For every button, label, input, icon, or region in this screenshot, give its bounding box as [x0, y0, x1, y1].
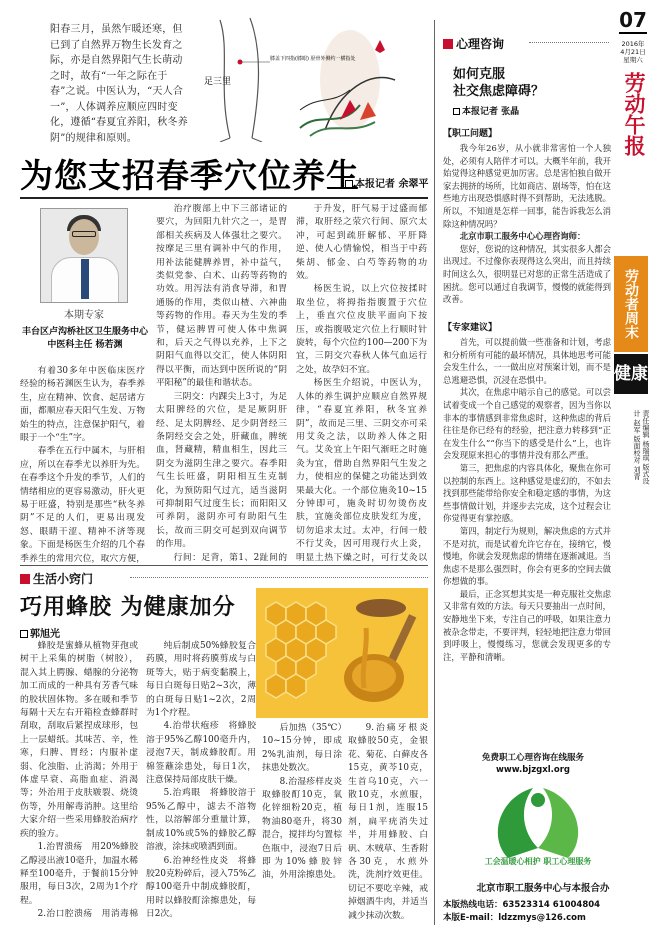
free-service-text: 免费职工心理咨询在线服务 [481, 753, 584, 763]
paragraph: 6.治神经性皮炎 将蜂胶20克粉碎后，浸入75%乙醇100毫升中制成蜂胶酊，用时以蜂胶酊涂擦患处，每日2次。 [146, 855, 256, 920]
tips-column-4 [348, 722, 428, 922]
center-label: 北京市职工服务中心心理咨询师： [459, 231, 586, 242]
psych-section-header [443, 35, 504, 52]
page-number: 07 [619, 8, 647, 32]
issue-date [616, 40, 650, 64]
paragraph: 于升发，肝气易于过盛而郁滞，取肝经之荥穴行间、原穴太冲，可起到疏肝解郁、平肝降逆、使人心情愉悦，相当于中药柴胡、郁金、白芍等药物的功效。 [296, 204, 427, 282]
weekly-badge: 劳动者周末 [614, 256, 648, 352]
byline-square-icon [20, 630, 28, 638]
psych-byline [453, 104, 519, 117]
paragraph: 其次，在焦虑中暗示自己的感觉。可以尝试着变成一个自己感觉的观察者，因为当你以非本的事情感到非常焦虑时，这种焦虑的背后往往是你已经有的经验，把注意力转移到“正在发生什么”“你当下的感受是什么”上，也许会发现原来担心的事情并没有那么严重。 [443, 387, 611, 461]
byline-square-icon [453, 108, 460, 115]
paragraph: 最后，正念冥想其实是一种克服社交焦虑又非常有效的方法。每天只要抽出一点时间，安静地坐下来，专注自己的呼吸，如果注意力被杂念带走，不要评判，轻轻地把注意力带回到呼吸上，慢慢练习，您就会发现更多的专注，平静和清晰。 [443, 588, 611, 662]
tips-section-header [20, 570, 93, 587]
paragraph: 首先，可以提前做一些准备和计划，考虑和分析所有可能的最坏情况，具体地思考可能会发生什么，一一做出应对预案计划，而不是总逃避恐惧，沉浸在恐惧中。 [443, 337, 611, 385]
question-label: 【职工问题】 [443, 129, 498, 139]
doctor-caption: 丰台区卢沟桥社区卫生服务中心 中医科主任 杨若渊 [21, 327, 148, 350]
tips-column-1 [20, 640, 138, 922]
paragraph: 我今年26岁，从小就非常害怕一个人独处，必须有人陪伴才可以。大概半年前，我开始觉得这种感觉更加厉害。总是害怕独自做开家去拥挤的场所，比如商店、剧场等，怕在这些地方出现恐惧感时得不到帮助，无法逃脱。所以，不知道是怎样一回事，能告诉我怎么消除这种情况吗？ [443, 143, 611, 229]
main-byline-text: 本报记者 余翠平 [355, 179, 429, 190]
tips-title: 巧用蜂胶 为健康加分 [20, 595, 236, 620]
paragraph: 三阴交：内踝尖上3寸，为足太阳脾经的穴位，是足厥阴肝经、足太阴脾经、足少阴肾经三条阴经交会之处，肝藏血，脾统血，肾藏精，精血相生，因此三阴交为滋阴生津之要穴。春季阳气生长旺盛，阴阳相互生克制化，为预防阳气过亢，适当滋阴可抑制阳气过度生长；而阳阳又可养阴，滋阴亦可有助阳气生长，故而三阴交可起到双向调节的作用。 [156, 391, 287, 550]
footer-email[interactable]: 本版E-mail：ldzzmys@126.com [443, 913, 586, 923]
health-badge: 健康 [614, 354, 648, 394]
editor-credits: 责任编辑 杨瑞琪 版式设计 赵军 版面校对 刘青 [633, 410, 650, 485]
tips-column-2 [146, 640, 256, 922]
column-divider [434, 20, 435, 925]
paragraph: 杨医生说，以上穴位按揉时取坐位，将拇指指腹置于穴位上，垂直穴位皮肤平面向下按压，或指腹吸定穴位上行顺时针旋转，每个穴位约100—200下为宜，三阴交穴春秋人体气血运行之处，故孕妇不宜。 [296, 284, 427, 375]
red-square-icon [20, 574, 30, 584]
paragraph: 后加热（35℃）10~15分钟，即成2%乳油剂，每日涂抹患处数次。 [262, 723, 342, 774]
acupoint-label: 足三里 [204, 77, 232, 87]
footer [443, 882, 643, 925]
red-square-icon [443, 39, 453, 49]
paragraph: 治疗腹部上中下三部诸证的要穴，为回阳九针穴之一，是胃部相关疾病及人体强壮之要穴。按摩足三里有调补中气的作用，用补法能健脾养胃，补中益气，类似党参、白术、山药等药物的功效。用泻法有消食导滞，和胃通肠的作用，类似山楂、六神曲等药物的作用。春天为生发的季节，健运脾胃可使人体中焦调和，后天之气得以充养，上下之阴阳气血得以交汇，使人体阴阳得以平衡，而达到中医所说的“阴平阳秘”的最佳和谐状态。 [156, 204, 287, 389]
paragraph: 蜂胶是蜜蜂从植物芽孢或树干上采集的树脂（树胶），混入其上腭腺、蜡腺的分泌物加工而成的一种具有芳香气味的胶状固体物。多在暖和季节每隔十天左右开箱检查蜂群时刮取，刮取后紧捏成球形，包上一层蜡纸。其味苦、辛，性寒，归脾、胃经；内服补虚弱、化浊脂、止消渴；外用于体虚早衰、高脂血症、消渴等；外治用于皮肤皲裂、烧烫伤等，外用解毒消肿。这里给大家介绍一些采用蜂胶治病疗疾的验方。 [20, 641, 138, 839]
paragraph: 4.治带状疱疹 将蜂胶溶于95%乙醇100毫升内，浸泡7天，制成蜂胶酊。用棉签蘸涂患处，每日1次，注意保持局部皮肤干燥。 [146, 721, 256, 786]
expert-label: 本期专家 [64, 310, 104, 321]
paragraph: 行间：足背，第1、2趾间的 [173, 552, 287, 563]
psych-title-line-2: 社交焦虑障碍？ [453, 84, 545, 99]
psych-question [443, 142, 611, 310]
paragraph: 纯后制成50%蜂胶复合药膜，用时将药膜剪成与白斑等大，贴于病变黏膜上，每日白斑每日贴2~3次，薄的白斑每日贴1~2次，2周为1个疗程。 [146, 641, 256, 719]
title-rule [20, 197, 428, 199]
paragraph: 春季在五行中属木，与肝相应，所以在春季尤以养肝为先。在春季这个升发的季节，人们的情绪相应的更容易激动，肝火更易于旺盛，特别是那些“秋冬养阴”不足的人们，更易出现发怒、眼睛干涩、精神不济等现象。下面是杨医生介绍的几个春季养生的常用穴位，取穴方便， [20, 446, 145, 564]
website-link[interactable]: www.bjzgxl.org [495, 765, 570, 775]
byline-square-icon [345, 180, 353, 188]
free-service-block [443, 752, 623, 776]
date-year: 2016年 [621, 40, 645, 48]
main-column-1 [20, 365, 145, 565]
psych-title [453, 66, 544, 100]
main-byline [345, 175, 428, 190]
tips-byline-text: 郭旭光 [30, 629, 60, 640]
psych-title-line-1: 如何克服 [453, 67, 506, 82]
paragraph: 有着30多年中医临床医疗经验的杨若渊医生认为，春季养生，应在精神、饮食、起居诸方面，都顺应春天阳气生发、万物始生的特点，注意保护阳气，着眼于一个“生”字。 [20, 366, 145, 444]
psych-advice [443, 336, 611, 746]
tips-section-label: 生活小窍门 [33, 572, 94, 586]
date-day: 4月21日 [620, 48, 646, 56]
paragraph: 您好，您说的这种情况，其实很多人都会出现过。不过像你表现得这么突出，而且持续时间这么久，很明显已对您的正常生活造成了困扰。您可以通过自我调节，慢慢的就能得到改善。 [443, 243, 611, 305]
main-column-3 [296, 203, 427, 563]
paragraph: 9.治痛牙根炎 取蜂胶50克，金银花、菊花、白藓皮各15克，黄芩10克，生首乌10克，六一散10克，水煎服，每日1剂，连服15剂，扁平疣消失过半，并用蜂胶、白矾、木贼草、生香附各30克，水煎外洗，洗剂疗效更佳。切记不要吃辛辣，戒掉烟酒牛肉，并适当减少抹动次数。 [348, 723, 428, 921]
doctor-photo [40, 208, 128, 303]
paragraph: 2.治口腔溃疡 用消毒棉 [37, 909, 138, 920]
paragraph: 5.治鸡眼 将蜂胶溶于95%乙醇中，滤去不溶物性，以溶解部分重量计算，制成10%或5%的蜂胶乙醇溶液，涂抹或喷洒到面。 [146, 788, 256, 853]
paragraph: 杨医生介绍说，中医认为，人体的养生调护应顺应自然界规律，“春夏宜养阳，秋冬宜养阴”，故而足三里、三阴交亦可采用艾灸之法，以助养人体之阳气。艾灸宜上午阳气渐旺之时施灸为宜，借助自然界阳气生发之力，使相应的保健之功能达到效果最大化。一个部位施灸10~15分钟即可，施灸时切勿烫伤皮肤，宜施灸部位皮肤发红为度，切勿追求太过。太冲，行间一般不行艾灸，因可用现行火上炎，明显土热下燥之时，可行艾灸以 [296, 378, 427, 563]
section-rule [20, 565, 428, 566]
main-column-2 [156, 203, 287, 563]
psych-section-label: 心理咨询 [456, 37, 505, 51]
union-logo-icon [478, 778, 598, 878]
advice-label: 【专家建议】 [443, 323, 498, 333]
paragraph: 第三，把焦虑的内容具体化，聚焦在你可以控制的东西上。这种感觉是虚幻的，不如去找到那些能带给你安全和稳定感的事情，为这些事情做计划，并逐步去完成，这个过程会让你觉得更有掌控感。 [443, 462, 611, 524]
acupoint-caption: 膝盖下四指(膝眼) 胫骨外侧约一横指处 [270, 56, 356, 62]
tips-column-3 [262, 722, 342, 922]
footer-hotline: 本版热线电话：63523314 61004804 [443, 900, 601, 910]
psych-byline-text: 本报记者 张晶 [462, 107, 520, 117]
logo-text: 工会温暖心相护 职工心理服务 [484, 857, 592, 866]
masthead: 劳动午报 [622, 72, 647, 156]
hero-illustration [200, 10, 400, 142]
paragraph: 1.治胃溃疡 用20%蜂胶乙醇浸出液10毫升，加温水稀释至100毫升，于餐前15分钟服用，每日3次，2周为1个疗程。 [20, 842, 138, 906]
intro-paragraph: 阳春三月，虽然乍暖还寒，但已到了自然界万物生长发育之际，亦是自然界阳气生长萌动之时，故有“一年之际在于春”之说。中医认为，“天人合一”，人体调养应顺应四时变化，遵循“春夏宜养阳，秋冬养阴”的规律和原则。 [50, 24, 188, 144]
footer-org: 北京市职工服务中心与本报合办 [476, 883, 610, 894]
paragraph: 8.治湿疹样皮炎 取蜂胶酊10克，氧化锌细粉20克，植物油80毫升，将30混合，搅拌均匀置棕色瓶中，浸泡7日后即为10%蜂胶锌油，外用涂擦患处。 [262, 776, 342, 881]
paragraph: 第四，制定行为规则，解决焦虑的方式并不是对抗，而是试着允许它存在，接纳它，慢慢地，你就会发现焦虑的情绪在逐渐减退。当焦虑不是那么强烈时，你会有更多的空间去做你想做的事。 [443, 525, 611, 587]
date-weekday: 星期六 [623, 56, 643, 64]
main-title: 为您支招春季穴位养生 [20, 156, 360, 195]
honeycomb-photo [256, 588, 428, 718]
tips-byline [20, 625, 60, 640]
